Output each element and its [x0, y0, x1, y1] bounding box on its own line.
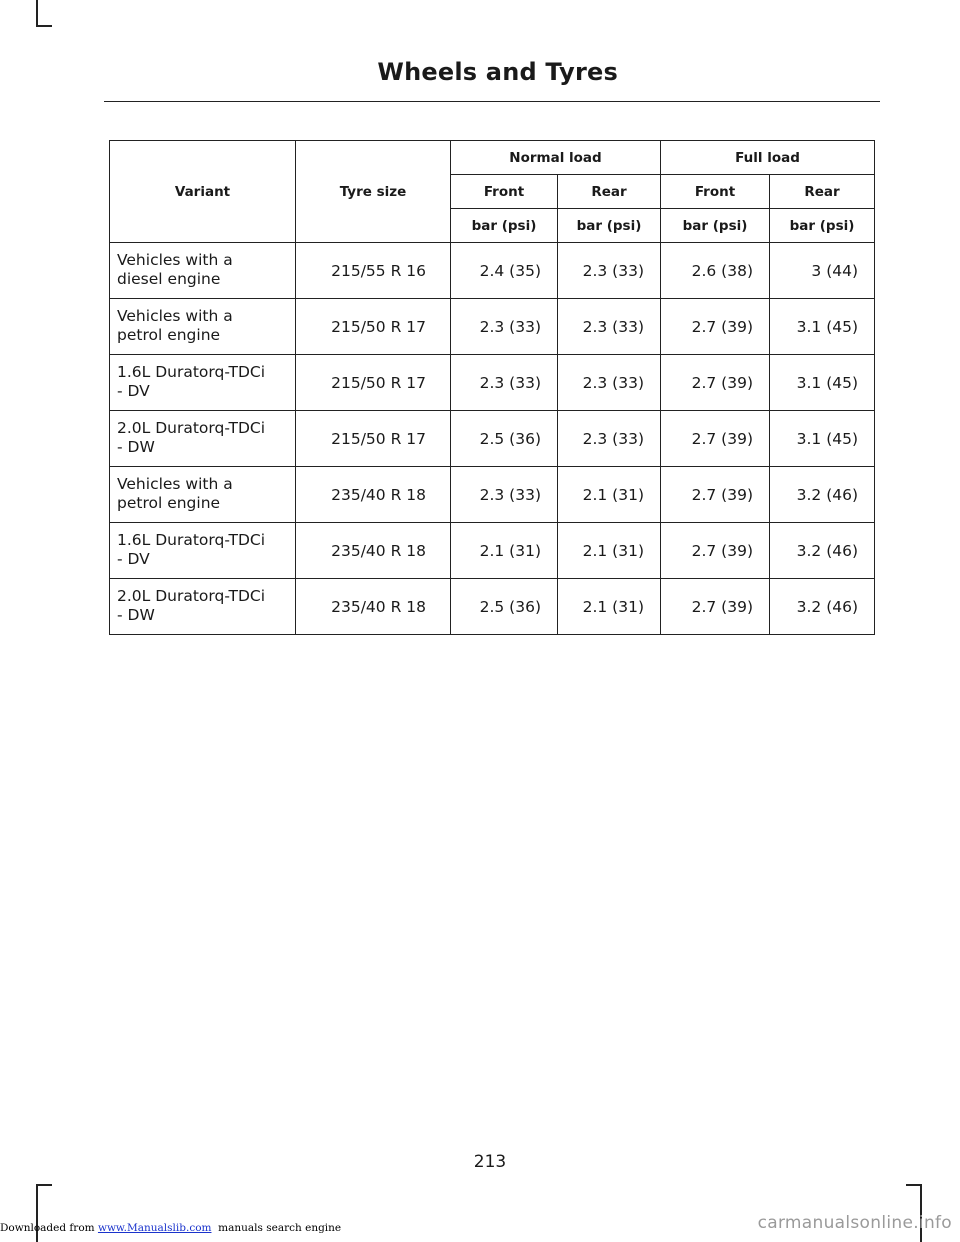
normal-front-cell: 2.4 (35) — [451, 243, 558, 299]
normal-front-cell: 2.3 (33) — [451, 299, 558, 355]
variant-cell: 2.0L Duratorq-TDCi - DW — [110, 411, 296, 467]
title-divider — [104, 101, 880, 102]
tyre-size-cell: 235/40 R 18 — [296, 579, 451, 635]
table-row — [110, 355, 875, 411]
download-footer — [0, 1222, 341, 1234]
full-rear-cell: 3.1 (45) — [770, 411, 875, 467]
full-front-cell: 2.7 (39) — [661, 411, 770, 467]
full-front-cell: 2.7 (39) — [661, 299, 770, 355]
normal-rear-cell: 2.3 (33) — [558, 243, 661, 299]
watermark: carmanualsonline.info — [757, 1213, 952, 1233]
unit-full-front: bar (psi) — [661, 209, 770, 243]
header-normal-front: Front — [451, 175, 558, 209]
tyre-pressure-table — [109, 140, 875, 635]
full-rear-cell: 3 (44) — [770, 243, 875, 299]
header-normal-load: Normal load — [451, 141, 661, 175]
table-row — [110, 523, 875, 579]
normal-front-cell: 2.5 (36) — [451, 579, 558, 635]
variant-cell: 2.0L Duratorq-TDCi - DW — [110, 579, 296, 635]
tyre-size-cell: 235/40 R 18 — [296, 467, 451, 523]
normal-rear-cell: 2.3 (33) — [558, 299, 661, 355]
tyre-size-cell: 215/50 R 17 — [296, 411, 451, 467]
full-front-cell: 2.7 (39) — [661, 467, 770, 523]
normal-rear-cell: 2.3 (33) — [558, 411, 661, 467]
variant-cell: Vehicles with a petrol engine — [110, 299, 296, 355]
variant-cell: Vehicles with a diesel engine — [110, 243, 296, 299]
header-normal-rear: Rear — [558, 175, 661, 209]
crop-mark-bottom-right-h — [906, 1184, 922, 1186]
tyre-size-cell: 215/50 R 17 — [296, 299, 451, 355]
full-rear-cell: 3.2 (46) — [770, 467, 875, 523]
full-rear-cell: 3.2 (46) — [770, 523, 875, 579]
full-rear-cell: 3.1 (45) — [770, 355, 875, 411]
footer-prefix: Downloaded from — [0, 1222, 98, 1234]
page-title: Wheels and Tyres — [377, 58, 618, 86]
normal-rear-cell: 2.1 (31) — [558, 579, 661, 635]
tyre-size-cell: 215/55 R 16 — [296, 243, 451, 299]
unit-normal-front: bar (psi) — [451, 209, 558, 243]
crop-mark-bottom-left-h — [36, 1184, 52, 1186]
full-front-cell: 2.7 (39) — [661, 523, 770, 579]
variant-cell: 1.6L Duratorq-TDCi - DV — [110, 523, 296, 579]
normal-rear-cell: 2.1 (31) — [558, 467, 661, 523]
header-full-rear: Rear — [770, 175, 875, 209]
header-full-load: Full load — [661, 141, 875, 175]
normal-rear-cell: 2.3 (33) — [558, 355, 661, 411]
tyre-size-cell: 235/40 R 18 — [296, 523, 451, 579]
unit-full-rear: bar (psi) — [770, 209, 875, 243]
normal-front-cell: 2.1 (31) — [451, 523, 558, 579]
table-row — [110, 299, 875, 355]
table-row — [110, 579, 875, 635]
full-rear-cell: 3.2 (46) — [770, 579, 875, 635]
crop-mark-top-left-h — [36, 25, 52, 27]
crop-mark-top-left-v — [36, 0, 38, 26]
page-number: 213 — [473, 1152, 507, 1172]
full-front-cell: 2.7 (39) — [661, 355, 770, 411]
variant-cell: 1.6L Duratorq-TDCi - DV — [110, 355, 296, 411]
full-front-cell: 2.6 (38) — [661, 243, 770, 299]
normal-rear-cell: 2.1 (31) — [558, 523, 661, 579]
table-row — [110, 411, 875, 467]
full-front-cell: 2.7 (39) — [661, 579, 770, 635]
variant-cell: Vehicles with a petrol engine — [110, 467, 296, 523]
header-variant: Variant — [110, 141, 296, 243]
full-rear-cell: 3.1 (45) — [770, 299, 875, 355]
manualslib-link[interactable]: www.Manualslib.com — [97, 1222, 212, 1234]
unit-normal-rear: bar (psi) — [558, 209, 661, 243]
header-tyre-size: Tyre size — [296, 141, 451, 243]
footer-suffix: manuals search engine — [211, 1222, 342, 1234]
table-row — [110, 467, 875, 523]
normal-front-cell: 2.3 (33) — [451, 467, 558, 523]
table-row — [110, 243, 875, 299]
header-full-front: Front — [661, 175, 770, 209]
normal-front-cell: 2.5 (36) — [451, 411, 558, 467]
tyre-size-cell: 215/50 R 17 — [296, 355, 451, 411]
normal-front-cell: 2.3 (33) — [451, 355, 558, 411]
